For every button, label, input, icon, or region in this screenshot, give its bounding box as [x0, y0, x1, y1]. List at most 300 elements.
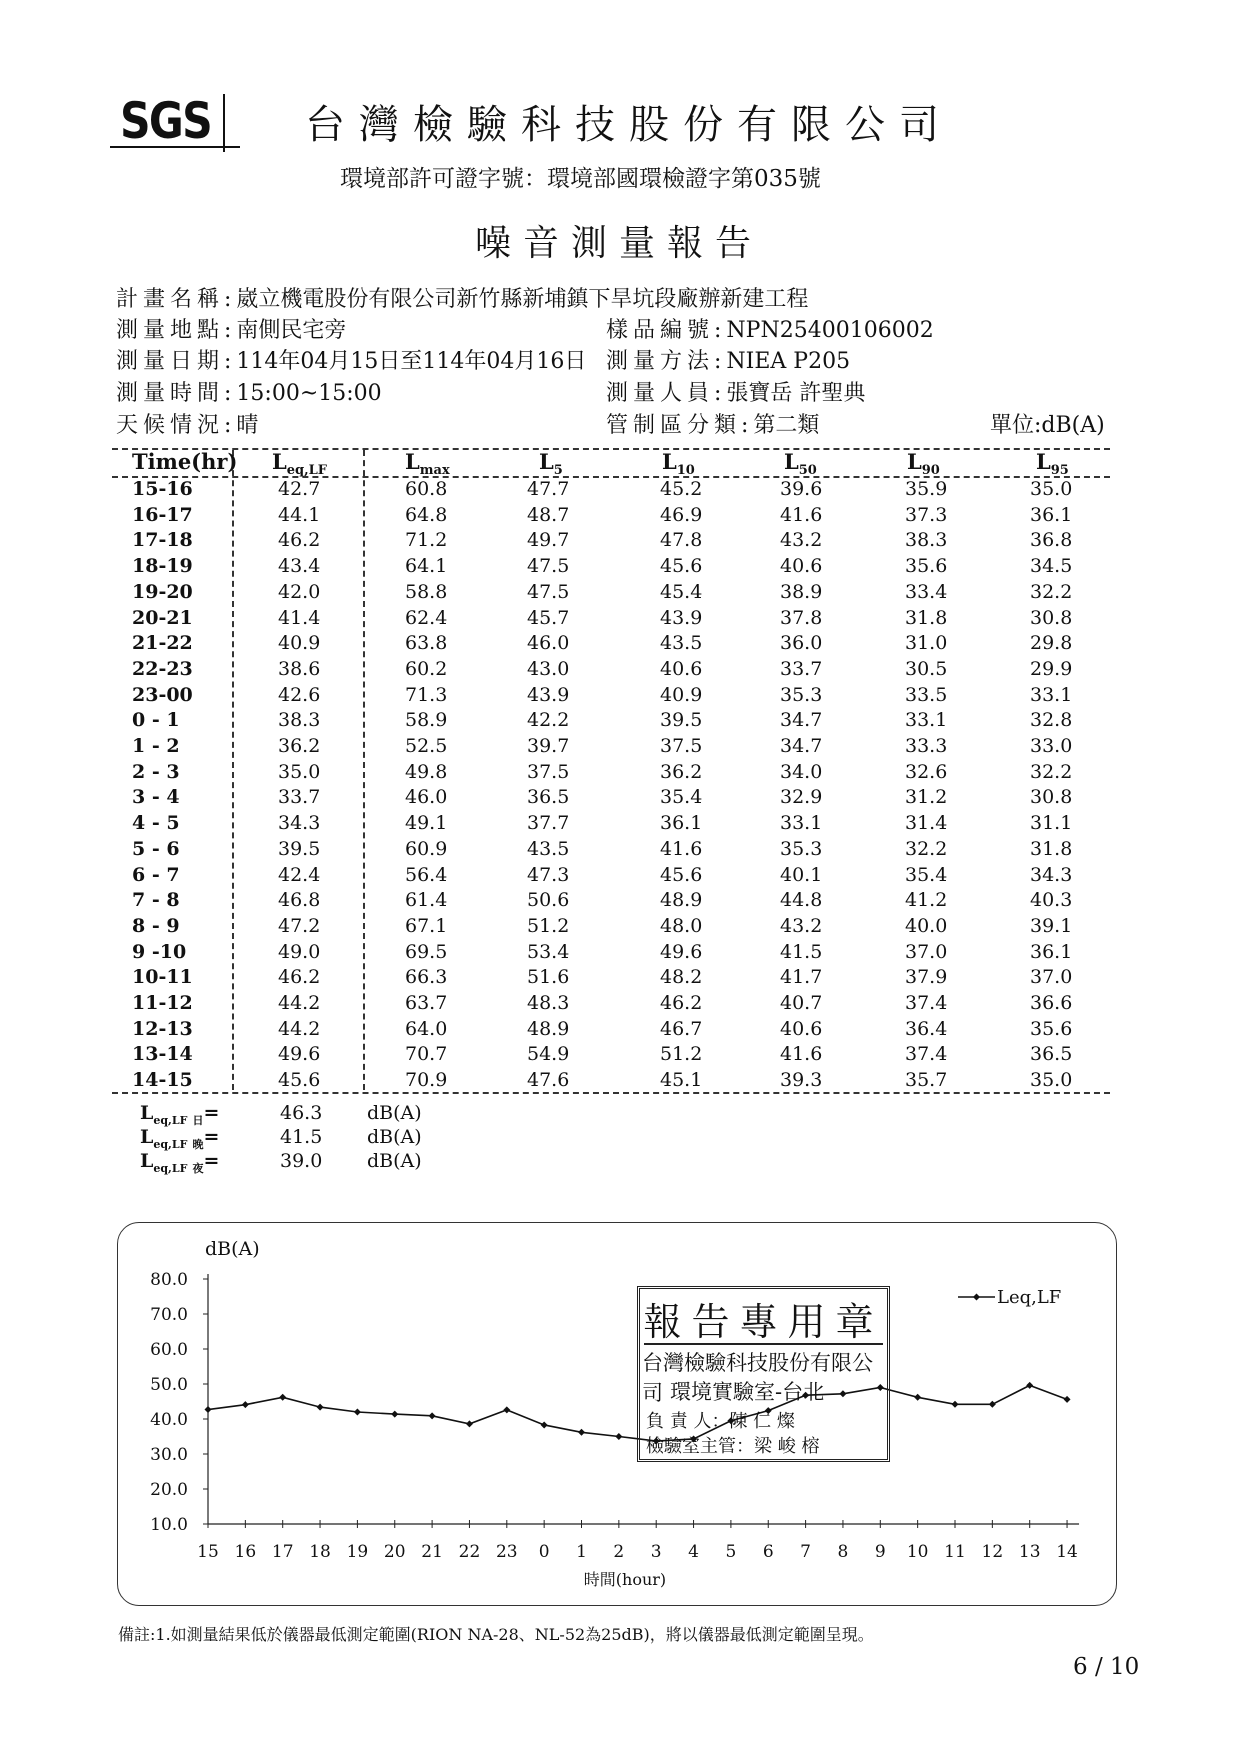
table-cell: 58.8	[405, 580, 448, 603]
x-tick-label: 3	[650, 1542, 662, 1562]
summary-period: 日	[192, 1113, 204, 1127]
x-tick-label: 13	[1018, 1542, 1041, 1562]
table-cell: 48.0	[660, 914, 703, 937]
table-cell: 37.0	[905, 940, 948, 963]
table-cell: 35.3	[780, 837, 823, 860]
table-cell: 39.6	[780, 478, 823, 500]
data-point	[354, 1409, 361, 1416]
time-label: 測量時間:	[116, 381, 237, 406]
table-cell: 35.0	[278, 760, 321, 783]
table-cell: 46.7	[660, 1017, 703, 1040]
table-cell: 48.9	[660, 889, 703, 912]
location-label: 測量地點:	[116, 318, 237, 343]
x-tick-label: 4	[688, 1542, 699, 1562]
x-tick-label: 21	[421, 1542, 443, 1562]
data-point	[578, 1429, 585, 1436]
table-cell: 64.8	[405, 503, 448, 526]
table-cell: 45.6	[278, 1069, 321, 1092]
data-point	[242, 1401, 249, 1408]
project-value: 崴立機電股份有限公司新竹縣新埔鎮下旱坑段廠辦新建工程	[236, 287, 809, 312]
data-point	[615, 1433, 622, 1440]
table-time-cell: 11-12	[132, 992, 193, 1014]
stamp-line-1: 負 責 人：陳 仁 燦	[646, 1411, 795, 1432]
table-cell: 64.0	[405, 1017, 448, 1040]
table-cell: 31.4	[905, 812, 948, 835]
summary-unit: dB(A)	[367, 1102, 422, 1124]
data-point	[952, 1401, 959, 1408]
table-header-label: L	[1036, 449, 1051, 474]
staff-label: 測量人員:	[606, 381, 727, 406]
table-cell: 30.8	[1030, 786, 1073, 809]
table-cell: 35.0	[1030, 478, 1073, 500]
summary-subscript: eq,LF	[153, 1137, 188, 1151]
table-cell: 36.8	[1030, 529, 1073, 552]
table-cell: 31.1	[1030, 812, 1073, 835]
table-cell: 54.9	[527, 1043, 570, 1066]
x-tick-label: 14	[1056, 1542, 1078, 1562]
table-cell: 41.7	[780, 966, 823, 989]
x-tick-label: 0	[538, 1542, 550, 1562]
table-header-subscript: 90	[921, 463, 940, 479]
x-tick-label: 5	[725, 1542, 737, 1562]
table-cell: 42.6	[278, 683, 321, 706]
table-cell: 34.3	[1030, 863, 1073, 886]
project-label: 計畫名稱:	[116, 287, 237, 312]
summary-subscript: eq,LF	[153, 1113, 188, 1127]
table-cell: 60.2	[405, 657, 448, 680]
sample-label: 樣品編號:	[606, 318, 727, 343]
x-tick-label: 15	[197, 1542, 219, 1562]
table-cell: 32.6	[905, 760, 948, 783]
table-cell: 45.1	[660, 1069, 703, 1092]
table-cell: 67.1	[405, 914, 448, 937]
stamp-line-2: 檢驗室主管：梁 峻 榕	[646, 1436, 820, 1457]
summary-symbol: L	[140, 1126, 154, 1148]
table-cell: 39.7	[527, 735, 570, 757]
table-cell: 31.0	[905, 632, 948, 655]
x-tick-label: 20	[383, 1542, 406, 1562]
table-cell: 71.2	[405, 529, 448, 552]
stamp-title: 報告專用章	[643, 1300, 884, 1344]
table-cell: 36.1	[660, 812, 703, 835]
table-cell: 32.2	[1030, 760, 1073, 783]
summary-symbol: L	[140, 1150, 154, 1172]
table-time-cell: 3 - 4	[132, 786, 180, 809]
data-point	[503, 1406, 510, 1413]
x-tick-label: 16	[234, 1542, 257, 1562]
table-cell: 47.5	[527, 580, 570, 603]
table-cell: 52.5	[405, 735, 448, 757]
weather-label: 天候情況:	[116, 413, 237, 438]
table-header-subscript: 10	[676, 463, 695, 479]
table-cell: 42.7	[278, 478, 321, 500]
table-cell: 38.9	[780, 580, 823, 603]
x-tick-label: 23	[495, 1542, 518, 1562]
table-cell: 47.8	[660, 529, 703, 552]
table-cell: 45.2	[660, 478, 703, 500]
table-cell: 40.9	[278, 632, 321, 655]
x-tick-label: 8	[837, 1542, 849, 1562]
table-time-cell: 13-14	[132, 1043, 193, 1066]
table-cell: 44.2	[278, 992, 321, 1014]
x-tick-label: 9	[874, 1542, 886, 1562]
table-cell: 40.6	[660, 657, 703, 680]
table-cell: 37.8	[780, 606, 823, 629]
method-value: NIEA P205	[726, 349, 851, 374]
table-cell: 37.3	[905, 503, 948, 526]
table-time-cell: 6 - 7	[132, 863, 180, 886]
method-label: 測量方法:	[606, 349, 727, 374]
table-cell: 51.2	[660, 1043, 703, 1066]
table-cell: 32.8	[1030, 709, 1073, 732]
table-time-cell: 12-13	[132, 1017, 193, 1040]
sgs-logo: SGS	[120, 92, 212, 150]
table-cell: 37.7	[527, 812, 570, 835]
table-cell: 32.9	[780, 786, 823, 809]
table-cell: 43.5	[660, 632, 703, 655]
zone-label: 管制區分類:	[606, 413, 754, 438]
table-cell: 41.6	[780, 503, 823, 526]
table-cell: 33.7	[278, 786, 321, 809]
table-cell: 44.2	[278, 1017, 321, 1040]
table-header-label: L	[784, 449, 799, 474]
table-cell: 31.8	[1030, 837, 1073, 860]
unit-label: 單位:dB(A)	[990, 413, 1105, 438]
table-cell: 35.6	[905, 555, 948, 578]
table-time-cell: 20-21	[132, 606, 193, 629]
x-tick-label: 1	[576, 1542, 587, 1562]
summary-equals: =	[203, 1150, 220, 1172]
table-cell: 43.5	[527, 837, 570, 860]
table-cell: 37.5	[660, 735, 703, 757]
table-cell: 34.7	[780, 709, 823, 732]
table-cell: 42.0	[278, 580, 321, 603]
x-tick-label: 12	[981, 1542, 1004, 1562]
table-cell: 40.6	[780, 1017, 823, 1040]
location-value: 南側民宅旁	[236, 318, 347, 343]
table-cell: 38.6	[278, 657, 321, 680]
table-cell: 53.4	[527, 940, 570, 963]
y-tick-label: 60.0	[150, 1340, 188, 1360]
table-cell: 30.5	[905, 657, 948, 680]
summary-subscript: eq,LF	[153, 1161, 188, 1175]
table-cell: 40.9	[660, 683, 703, 706]
table-cell: 47.7	[527, 478, 570, 500]
table-cell: 36.2	[660, 760, 703, 783]
table-cell: 40.1	[780, 863, 823, 886]
table-cell: 33.4	[905, 580, 948, 603]
summary-equals: =	[203, 1126, 220, 1148]
weather-value: 晴	[236, 413, 259, 438]
zone-value: 第二類	[753, 413, 820, 438]
table-time-cell: 8 - 9	[132, 914, 180, 937]
table-cell: 43.2	[780, 529, 823, 552]
table-header-subscript: eq,LF	[286, 463, 328, 479]
table-cell: 32.2	[1030, 580, 1073, 603]
table-time-cell: 23-00	[132, 683, 193, 706]
table-cell: 39.1	[1030, 914, 1073, 937]
table-header-subscript: 5	[553, 463, 563, 479]
table-cell: 35.9	[905, 478, 948, 500]
table-cell: 34.5	[1030, 555, 1073, 578]
table-cell: 37.5	[527, 760, 570, 783]
table-cell: 69.5	[405, 940, 448, 963]
table-time-cell: 4 - 5	[132, 812, 180, 835]
table-cell: 61.4	[405, 889, 448, 912]
table-cell: 35.3	[780, 683, 823, 706]
table-cell: 29.8	[1030, 632, 1073, 655]
table-cell: 43.0	[527, 657, 570, 680]
table-cell: 60.8	[405, 478, 448, 500]
license-number: 環境部許可證字號：環境部國環檢證字第035號	[340, 166, 821, 192]
table-cell: 36.6	[1030, 992, 1073, 1014]
stamp-company: 台灣檢驗科技股份有限公司	[642, 1351, 873, 1405]
table-cell: 71.3	[405, 683, 448, 706]
table-time-cell: 16-17	[132, 503, 193, 526]
data-point	[1026, 1382, 1033, 1389]
table-cell: 47.6	[527, 1069, 570, 1092]
table-cell: 48.2	[660, 966, 703, 989]
table-cell: 31.8	[905, 606, 948, 629]
summary-value: 41.5	[280, 1126, 323, 1148]
table-cell: 37.4	[905, 1043, 948, 1066]
table-cell: 46.2	[278, 529, 321, 552]
data-point	[279, 1394, 286, 1401]
table-cell: 46.0	[527, 632, 570, 655]
table-cell: 33.5	[905, 683, 948, 706]
x-tick-label: 22	[458, 1542, 481, 1562]
table-cell: 44.1	[278, 503, 321, 526]
table-cell: 45.6	[660, 863, 703, 886]
table-cell: 58.9	[405, 709, 448, 732]
table-time-cell: 9 -10	[132, 940, 187, 963]
table-cell: 37.9	[905, 966, 948, 989]
table-cell: 51.2	[527, 914, 570, 937]
table-cell: 49.6	[278, 1043, 321, 1066]
table-cell: 66.3	[405, 966, 448, 989]
staff-value: 張寶岳 許聖典	[726, 381, 866, 406]
data-point	[205, 1406, 212, 1413]
table-time-cell: 10-11	[132, 966, 193, 989]
table-cell: 51.6	[527, 966, 570, 989]
table-cell: 43.9	[527, 683, 570, 706]
table-cell: 39.5	[278, 837, 321, 860]
table-time-cell: 1 - 2	[132, 735, 180, 757]
table-header-label: L	[907, 449, 922, 474]
table-cell: 35.4	[905, 863, 948, 886]
table-cell: 43.9	[660, 606, 703, 629]
table-cell: 41.4	[278, 606, 321, 629]
footnote: 備註:1.如測量結果低於儀器最低測定範圍(RION NA-28、NL-52為25dB)，將以儀器最低測定範圍呈現。	[118, 1625, 874, 1644]
table-cell: 35.4	[660, 786, 703, 809]
table-cell: 36.1	[1030, 503, 1073, 526]
table-cell: 37.4	[905, 992, 948, 1014]
sample-value: NPN25400106002	[726, 318, 934, 343]
table-header-subscript: 95	[1050, 463, 1069, 479]
x-tick-label: 18	[309, 1542, 331, 1562]
table-time-cell: 21-22	[132, 632, 193, 655]
y-tick-label: 50.0	[150, 1375, 188, 1395]
table-cell: 41.6	[780, 1043, 823, 1066]
table-cell: 33.1	[1030, 683, 1073, 706]
table-cell: 46.2	[660, 992, 703, 1014]
summary-value: 39.0	[280, 1150, 323, 1172]
table-cell: 33.1	[905, 709, 948, 732]
x-tick-label: 2	[613, 1542, 625, 1562]
table-cell: 60.9	[405, 837, 448, 860]
table-cell: 63.7	[405, 992, 448, 1014]
table-cell: 47.3	[527, 863, 570, 886]
date-label: 測量日期:	[116, 349, 237, 374]
table-header-label: L	[272, 449, 287, 474]
table-header-label: L	[662, 449, 677, 474]
table-cell: 56.4	[405, 863, 448, 886]
table-header-subscript: 50	[798, 463, 817, 479]
table-cell: 34.0	[780, 760, 823, 783]
data-point	[914, 1394, 921, 1401]
table-cell: 62.4	[405, 606, 448, 629]
summary-unit: dB(A)	[367, 1126, 422, 1148]
table-cell: 30.8	[1030, 606, 1073, 629]
company-name: 台灣檢驗科技股份有限公司	[305, 102, 953, 148]
x-tick-label: 19	[346, 1542, 369, 1562]
table-cell: 36.5	[1030, 1043, 1073, 1066]
table-time-cell: 17-18	[132, 529, 193, 552]
x-tick-label: 11	[944, 1542, 966, 1562]
legend-marker	[973, 1294, 980, 1301]
table-cell: 47.2	[278, 914, 321, 937]
table-time-cell: 18-19	[132, 555, 193, 578]
table-cell: 33.3	[905, 735, 948, 757]
table-cell: 42.4	[278, 863, 321, 886]
table-cell: 70.9	[405, 1069, 448, 1092]
x-tick-label: 6	[762, 1542, 774, 1562]
table-cell: 45.7	[527, 606, 570, 629]
table-time-cell: 14-15	[132, 1069, 193, 1092]
data-point	[1064, 1396, 1071, 1403]
table-time-cell: 2 - 3	[132, 760, 180, 783]
summary-unit: dB(A)	[367, 1150, 422, 1172]
table-cell: 40.0	[905, 914, 948, 937]
data-point	[989, 1401, 996, 1408]
y-tick-label: 30.0	[150, 1445, 188, 1465]
table-cell: 46.0	[405, 786, 448, 809]
table-cell: 43.2	[780, 914, 823, 937]
table-cell: 46.9	[660, 503, 703, 526]
table-cell: 36.4	[905, 1017, 948, 1040]
summary-period: 晚	[192, 1137, 204, 1151]
table-cell: 33.0	[1030, 735, 1073, 757]
y-tick-label: 20.0	[150, 1480, 188, 1500]
table-cell: 29.9	[1030, 657, 1073, 680]
table-cell: 63.8	[405, 632, 448, 655]
stamp-divider	[644, 1343, 883, 1345]
y-tick-label: 40.0	[150, 1410, 188, 1430]
table-cell: 34.7	[780, 735, 823, 757]
table-cell: 45.6	[660, 555, 703, 578]
table-time-cell: 15-16	[132, 478, 193, 500]
table-cell: 46.2	[278, 966, 321, 989]
table-cell: 33.7	[780, 657, 823, 680]
x-tick-label: 17	[271, 1542, 294, 1562]
data-point	[541, 1421, 548, 1428]
table-cell: 37.0	[1030, 966, 1073, 989]
table-cell: 33.1	[780, 812, 823, 835]
x-axis-label: 時間(hour)	[583, 1570, 667, 1589]
table-time-cell: 7 - 8	[132, 889, 180, 912]
table-cell: 41.2	[905, 889, 948, 912]
date-value: 114年04月15日至114年04月16日	[236, 349, 587, 374]
report-stamp	[637, 1286, 890, 1462]
table-cell: 41.6	[660, 837, 703, 860]
table-cell: 48.9	[527, 1017, 570, 1040]
table-header-subscript: max	[419, 463, 450, 479]
table-cell: 47.5	[527, 555, 570, 578]
table-cell: 40.6	[780, 555, 823, 578]
table-cell: 35.7	[905, 1069, 948, 1092]
table-header-label: Time(hr)	[132, 449, 238, 474]
summary-equals: =	[203, 1102, 220, 1124]
table-cell: 49.7	[527, 529, 570, 552]
summary-period: 夜	[192, 1161, 204, 1175]
table-cell: 42.2	[527, 709, 570, 732]
x-tick-label: 10	[906, 1542, 929, 1562]
table-cell: 48.3	[527, 992, 570, 1014]
legend-label: Leq,LF	[997, 1287, 1062, 1308]
table-time-cell: 22-23	[132, 657, 193, 680]
table-cell: 49.1	[405, 812, 448, 835]
table-cell: 40.7	[780, 992, 823, 1014]
table-cell: 70.7	[405, 1043, 448, 1066]
table-cell: 64.1	[405, 555, 448, 578]
table-cell: 36.5	[527, 786, 570, 809]
table-cell: 44.8	[780, 889, 823, 912]
table-time-cell: 19-20	[132, 580, 193, 603]
table-time-cell: 0 - 1	[132, 709, 180, 732]
table-cell: 45.4	[660, 580, 703, 603]
y-tick-label: 70.0	[150, 1305, 188, 1325]
table-cell: 32.2	[905, 837, 948, 860]
table-time-cell: 5 - 6	[132, 837, 180, 860]
data-point	[466, 1420, 473, 1427]
summary-symbol: L	[140, 1102, 154, 1124]
table-cell: 46.8	[278, 889, 321, 912]
table-cell: 39.5	[660, 709, 703, 732]
table-header-label: L	[405, 449, 420, 474]
table-cell: 39.3	[780, 1069, 823, 1092]
stamp-lab: 環境實驗室-台北	[670, 1380, 825, 1404]
table-cell: 49.6	[660, 940, 703, 963]
data-point	[391, 1411, 398, 1418]
table-cell: 31.2	[905, 786, 948, 809]
table-cell: 35.6	[1030, 1017, 1073, 1040]
table-header-label: L	[539, 449, 554, 474]
table-cell: 34.3	[278, 812, 321, 835]
summary-value: 46.3	[280, 1102, 323, 1124]
data-point	[429, 1412, 436, 1419]
table-cell: 49.8	[405, 760, 448, 783]
y-tick-label: 80.0	[150, 1270, 188, 1290]
table-cell: 35.0	[1030, 1069, 1073, 1092]
y-tick-label: 10.0	[150, 1515, 188, 1535]
table-cell: 36.1	[1030, 940, 1073, 963]
data-point	[317, 1404, 324, 1411]
table-cell: 49.0	[278, 940, 321, 963]
page-number: 6 / 10	[1073, 1654, 1140, 1680]
table-cell: 38.3	[905, 529, 948, 552]
table-cell: 38.3	[278, 709, 321, 732]
y-axis-label: dB(A)	[205, 1238, 260, 1260]
